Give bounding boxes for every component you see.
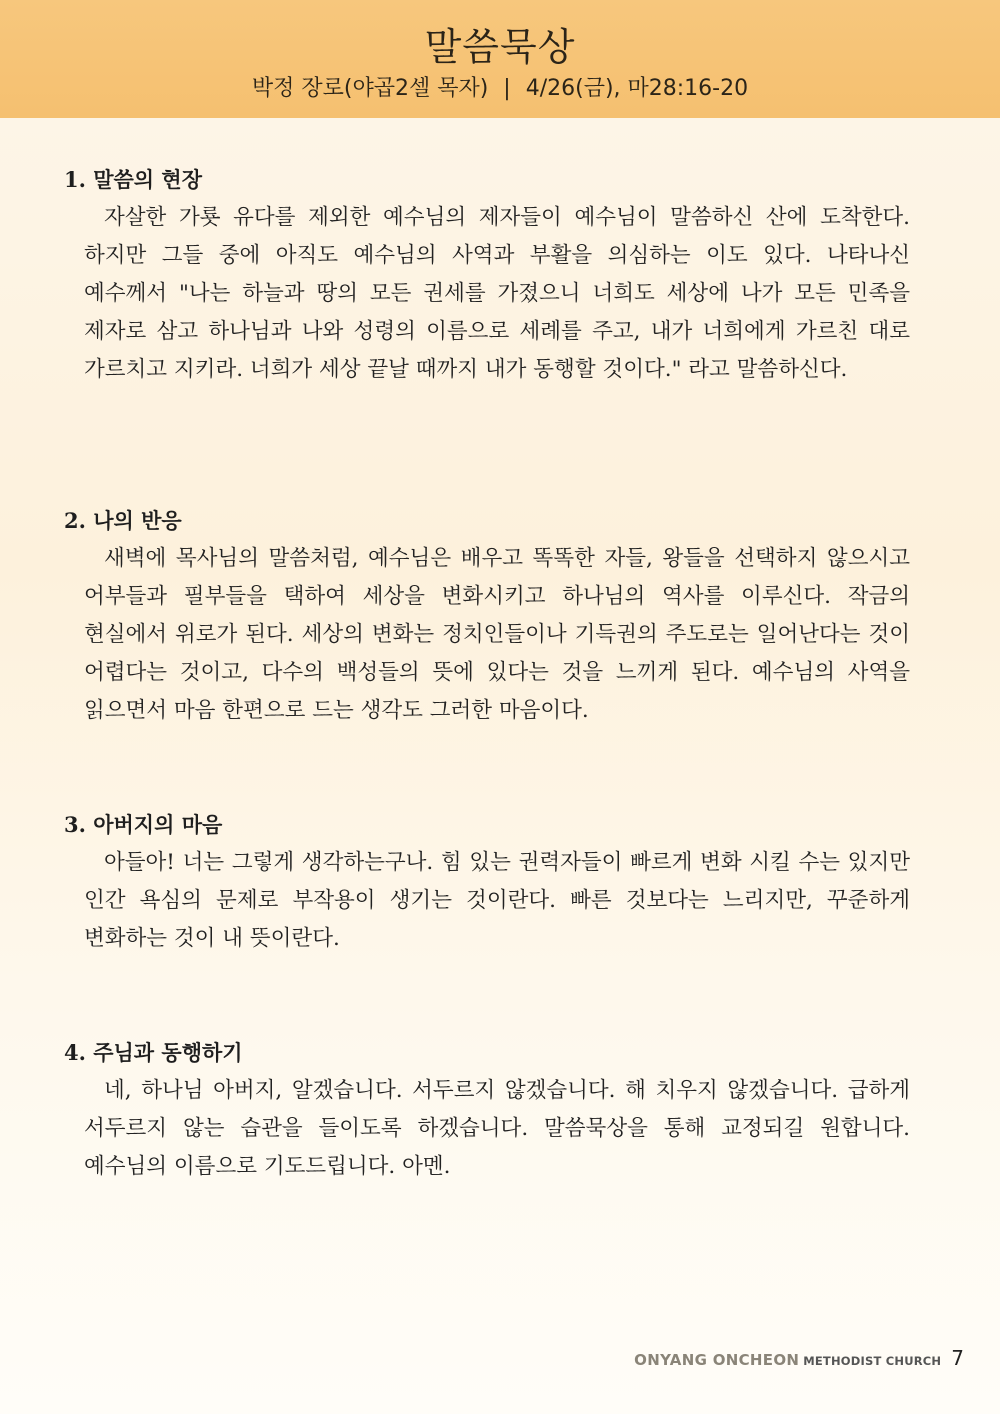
church-type: METHODIST CHURCH [803, 1354, 942, 1368]
section-title: 3. 아버지의 마음 [64, 812, 223, 837]
author-label: 박정 장로(야곱2셀 목자) [251, 76, 489, 101]
page-number: 7 [951, 1346, 964, 1370]
section-body: 새벽에 목사님의 말씀처럼, 예수님은 배우고 똑똑한 자들, 왕들을 선택하지 않으시고 어부들과 필부들을 택하여 세상을 변화시키고 하나님의 역사를 이루신다. 작금의 현실에서 위로가 된다. 세상의 변화는 정치인들이나 기득권의 주도로는 일어난다는 것이 어렵다는 것이고, 다수의 백성들의 뜻에 있다는 것을 느끼게 된다. 예수님의 사역을 읽으면서 마음 한편으로 드는 생각도 그러한 마음이다. [84, 546, 910, 723]
section-body: 자살한 가룟 유다를 제외한 예수님의 제자들이 예수님이 말씀하신 산에 도착한다. 하지만 그들 중에 아직도 예수님의 사역과 부활을 의심하는 이도 있다. 나타나신 예수께서 "나는 하늘과 땅의 모든 권세를 가졌으니 너희도 세상에 나가 모든 민족을 제자로 삼고 하나님과 나와 성령의 이름으로 세례를 주고, 내가 너희에게 가르친 대로 가르치고 지키라. 너희가 세상 끝날 때까지 내가 동행할 것이다." 라고 말씀하신다. [84, 205, 910, 382]
section-fathers-heart [64, 810, 912, 958]
page-header [0, 0, 1000, 118]
page-subtitle [0, 71, 1000, 102]
page-footer [634, 1346, 964, 1370]
section-title: 2. 나의 반응 [64, 508, 182, 533]
page-title: 말씀묵상 [424, 25, 576, 69]
subtitle-separator: | [503, 76, 511, 101]
section-title: 1. 말씀의 현장 [64, 167, 202, 192]
section-body: 네, 하나님 아버지, 알겠습니다. 서두르지 않겠습니다. 해 치우지 않겠습니다. 급하게 서두르지 않는 습관을 들이도록 하겠습니다. 말씀묵상을 통해 교정되길 원합니다. 예수님의 이름으로 기도드립니다. 아멘. [84, 1078, 910, 1179]
section-walk-with-lord [64, 1038, 912, 1186]
section-body: 아들아! 너는 그렇게 생각하는구나. 힘 있는 권력자들이 빠르게 변화 시킬 수는 있지만 인간 욕심의 문제로 부작용이 생기는 것이란다. 빠른 것보다는 느리지만, 꾸준하게 변화하는 것이 내 뜻이란다. [84, 850, 910, 951]
section-word-scene [64, 165, 912, 389]
section-my-response [64, 506, 912, 730]
church-name: ONYANG ONCHEON [634, 1351, 800, 1369]
section-title: 4. 주님과 동행하기 [64, 1040, 243, 1065]
scripture-reference: 4/26(금), 마28:16-20 [525, 76, 749, 101]
